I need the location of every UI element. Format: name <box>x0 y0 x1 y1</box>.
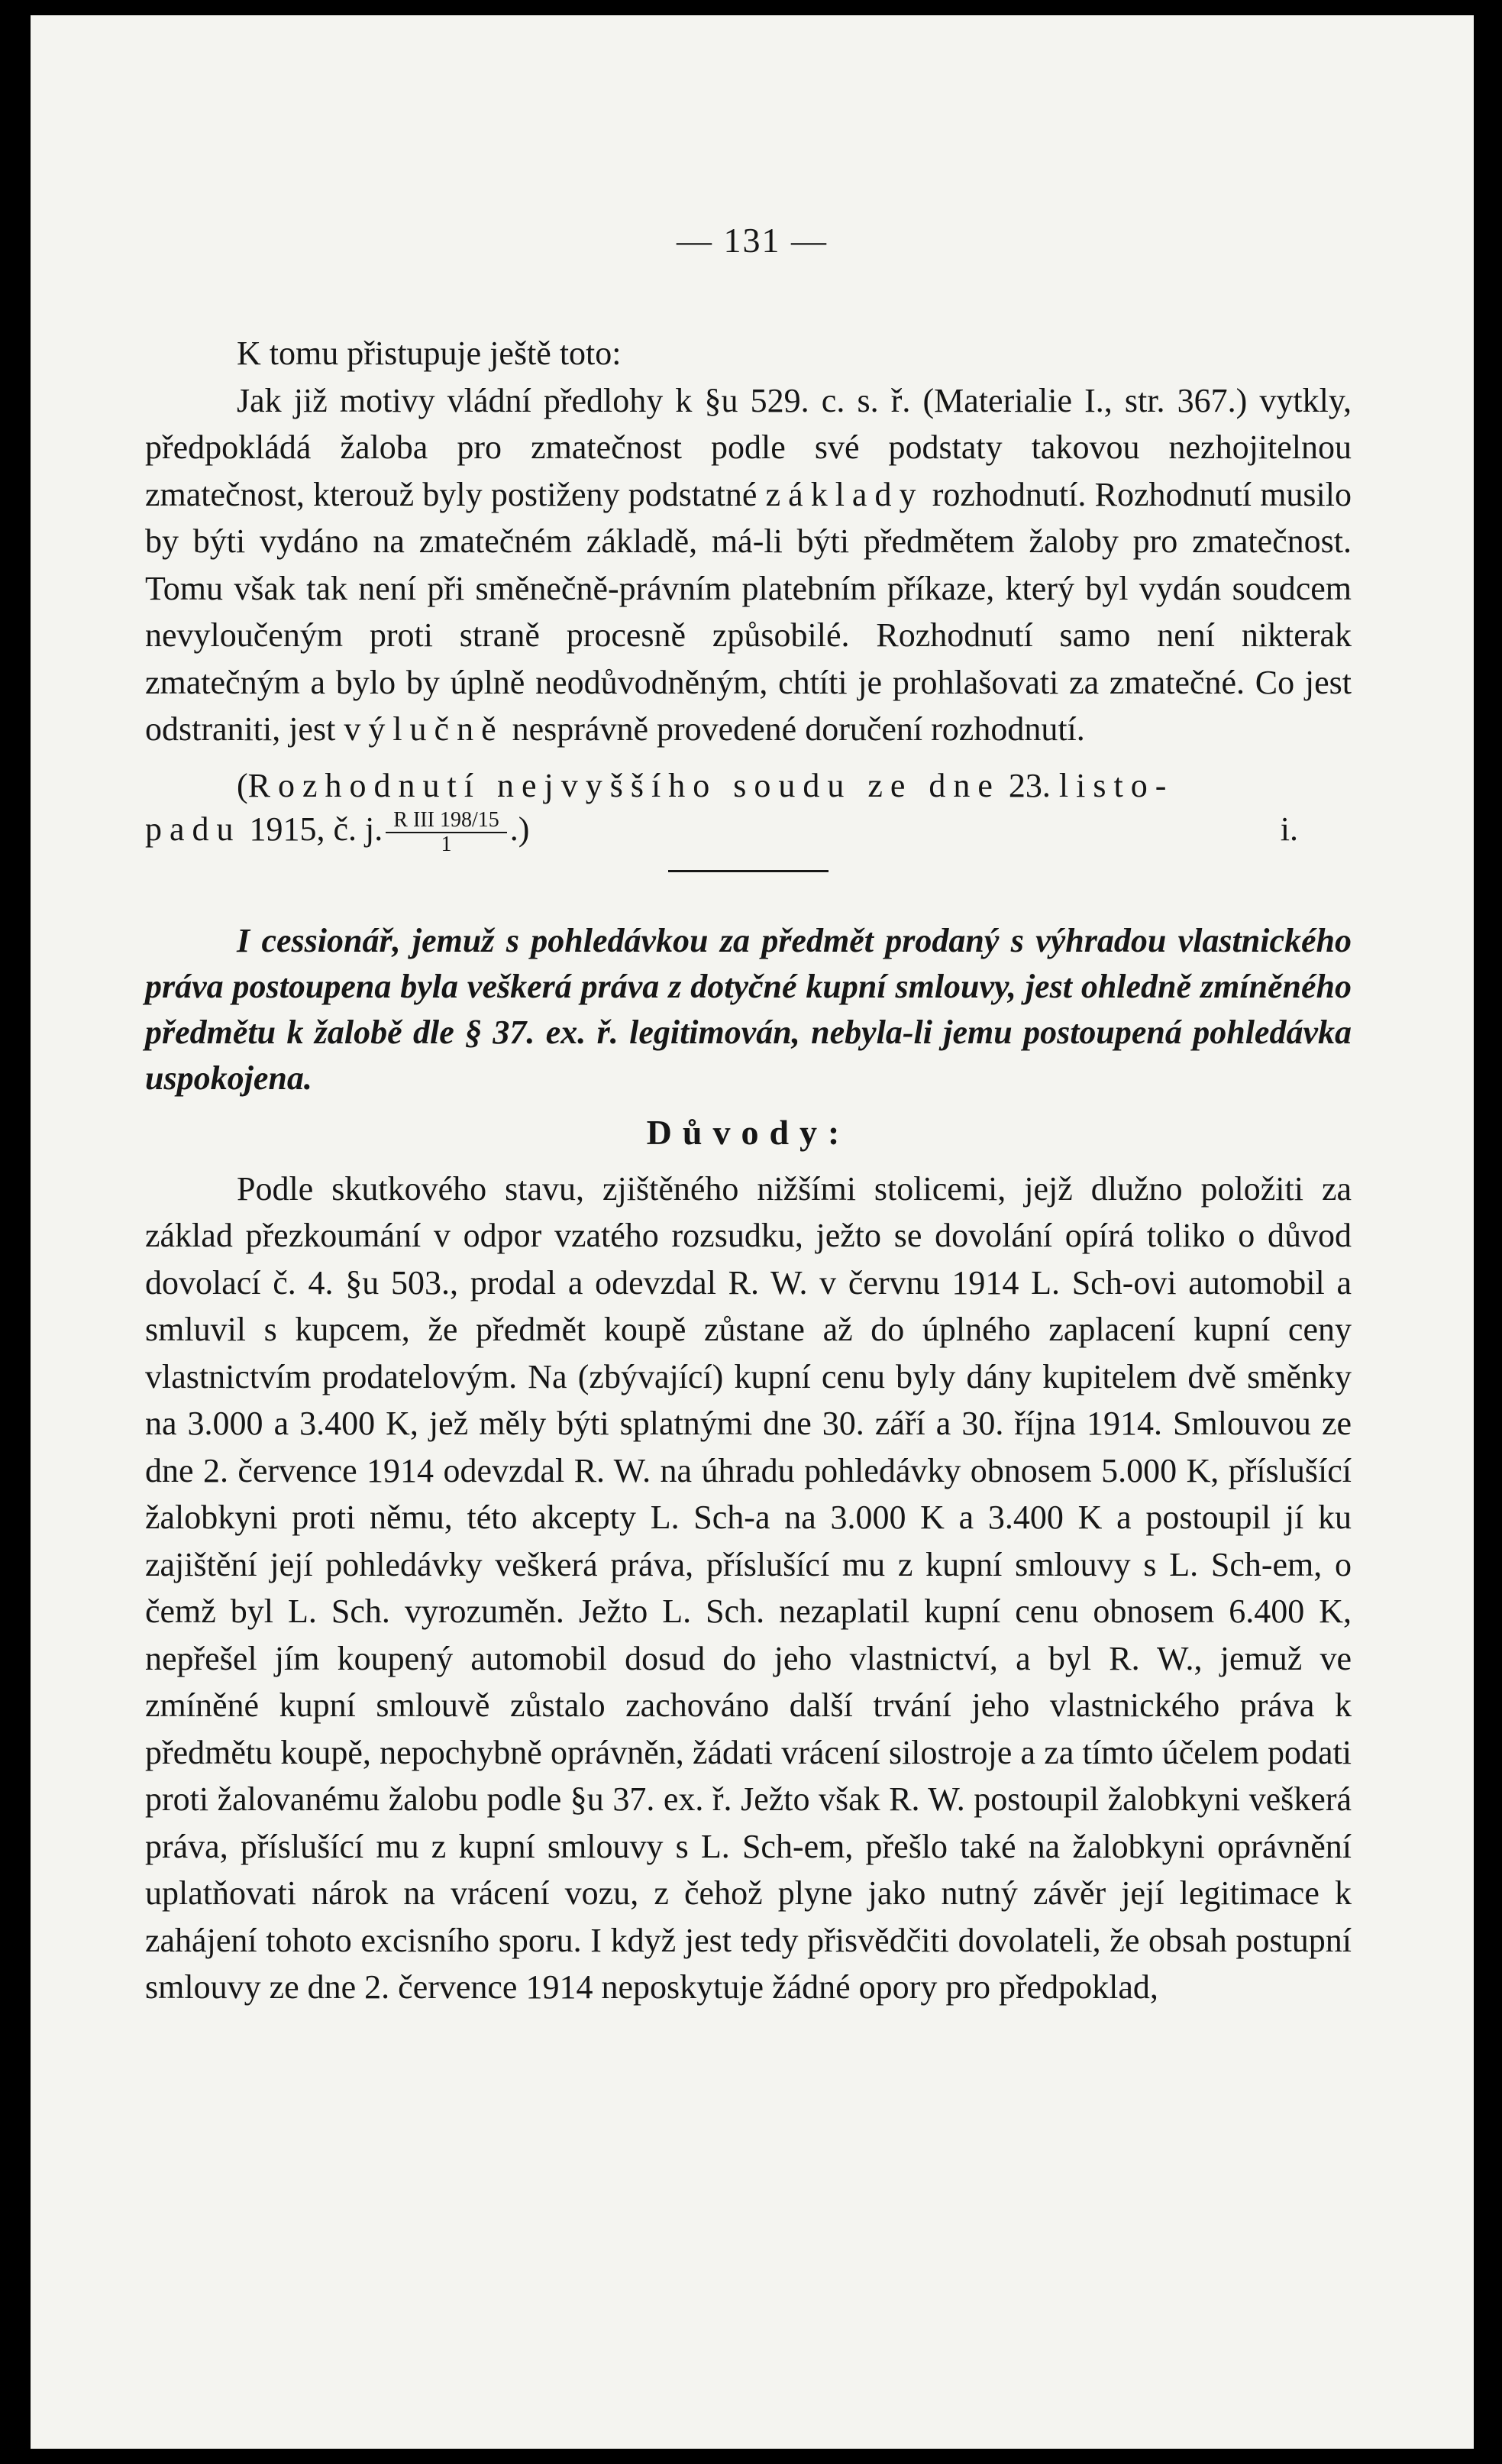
section-divider <box>668 870 829 872</box>
document-page <box>31 15 1474 2449</box>
reasons-body: Podle skutkového stavu, zjištěného nižšími stolicemi, jejž dlužno položiti za základ přezkoumání v odpor vzatého rozsudku, ježto se dovolání opírá toliko o důvod dovolací č. 4. §u 503., prodal a odevzdal R. W. v červnu 1914 L. Sch-ovi automobil a smluvil s kupcem, že předmět koupě zůstane až do úplného zaplacení kupní ceny vlastnictvím prodatelovým. Na (zbývající) kupní cenu byly dány kupitelem dvě směnky na 3.000 a 3.400 K, jež měly býti splatnými dne 30. září a 30. října 1914. Smlouvou ze dne 2. července 1914 odevzdal R. W. na úhradu pohledávky obnosem 5.000 K, příslušící žalobkyni proti němu, této akcepty L. Sch-a na 3.000 K a 3.400 K a postoupil jí ku zajištění její pohledávky veškerá práva, příslušící mu z kupní smlouvy s L. Sch-em, o čemž byl L. Sch. vyrozuměn. Ježto L. Sch. nezaplatil kupní cenu obnosem 6.400 K, nepřešel jím koupený automobil dosud do jeho vlastnictví, a byl R. W., jemuž ve zmíněné kupní smlouvě zůstalo zachováno další trvání jeho vlastnického práva k předmětu koupě, nepochybně oprávněn, žádati vrácení silostroje a za tímto účelem podati proti žalovanému žalobu podle §u 37. ex. ř. Ježto však R. W. postoupil žalobkyni veškerá práva, příslušící mu z kupní smlouvy s L. Sch-em, přešlo také na žalobkyni oprávnění uplatňovati nárok na vrácení vozu, z čehož plyne jako nutný závěr její legitimace k zahájení tohoto excisního sporu. I když jest tedy přisvědčiti dovolateli, že obsah postupní smlouvy ze dne 2. července 1914 neposkytuje žádné opory pro předpoklad, <box>145 1169 1352 2006</box>
citation-court: Rozhodnutí nejvyššího soudu ze dne <box>247 766 1000 804</box>
case-number-fraction <box>386 809 506 856</box>
reasons-heading: Důvody: <box>646 1112 851 1152</box>
page-number: — 131 — <box>677 221 828 260</box>
headnote: I cessionář, jemuž s pohledávkou za předmět prodaný s výhradou vlastnického práva postoupena byla veškerá práva z dotyčné kupní smlouvy, jest ohledně zmíněného předmětu k žalobě dle § 37. ex. ř. legitimován, nebyla-li jemu postoupená pohledávka uspokojena. <box>145 921 1352 1097</box>
paragraph-1-part-a: Jak již motivy vládní předlohy k §u 529. c. s. ř. (Materialie I., str. 367.) vytkly, předpokládá žaloba pro zmatečnost podle své podstaty takovou nezhojitelnou zmatečnost, kterouž byly postiženy podstatné <box>145 381 1352 513</box>
court-citation <box>145 762 1352 856</box>
text-column <box>145 330 1352 2011</box>
citation-month-b: padu <box>145 810 241 848</box>
paragraph-1-part-c: nesprávně provedené doručení rozhodnutí. <box>512 710 1085 748</box>
section-marker: i. <box>1280 810 1298 848</box>
paragraph-1 <box>145 377 1352 753</box>
case-number-numerator: R III 198/15 <box>386 809 506 833</box>
paragraph-1-part-b: rozhodnutí. Rozhodnutí musilo by býti vydáno na zmatečném základě, má-li býti předmětem žaloby pro zmatečnost. Tomu však tak není při směnečně-právním platebním příkaze, který byl vydán soudcem nevyloučeným proti straně procesně způsobilé. Rozhodnutí samo není nikterak zmatečným a bylo by úplně neodůvodněným, chtíti je prohlašovati za zmatečné. Co jest odstraniti, jest <box>145 475 1352 748</box>
intro-line: K tomu přistupuje ještě toto: <box>237 335 622 372</box>
citation-close: .) <box>509 810 530 848</box>
citation-open: ( <box>237 766 248 804</box>
citation-year: 1915, č. j. <box>249 810 383 848</box>
citation-month-a: listo- <box>1058 766 1174 804</box>
emphasis-zaklady: základy <box>765 475 924 513</box>
case-number-denominator: 1 <box>441 832 452 856</box>
citation-date: 23. <box>1008 766 1051 804</box>
emphasis-vylucne: výlučně <box>344 710 504 748</box>
